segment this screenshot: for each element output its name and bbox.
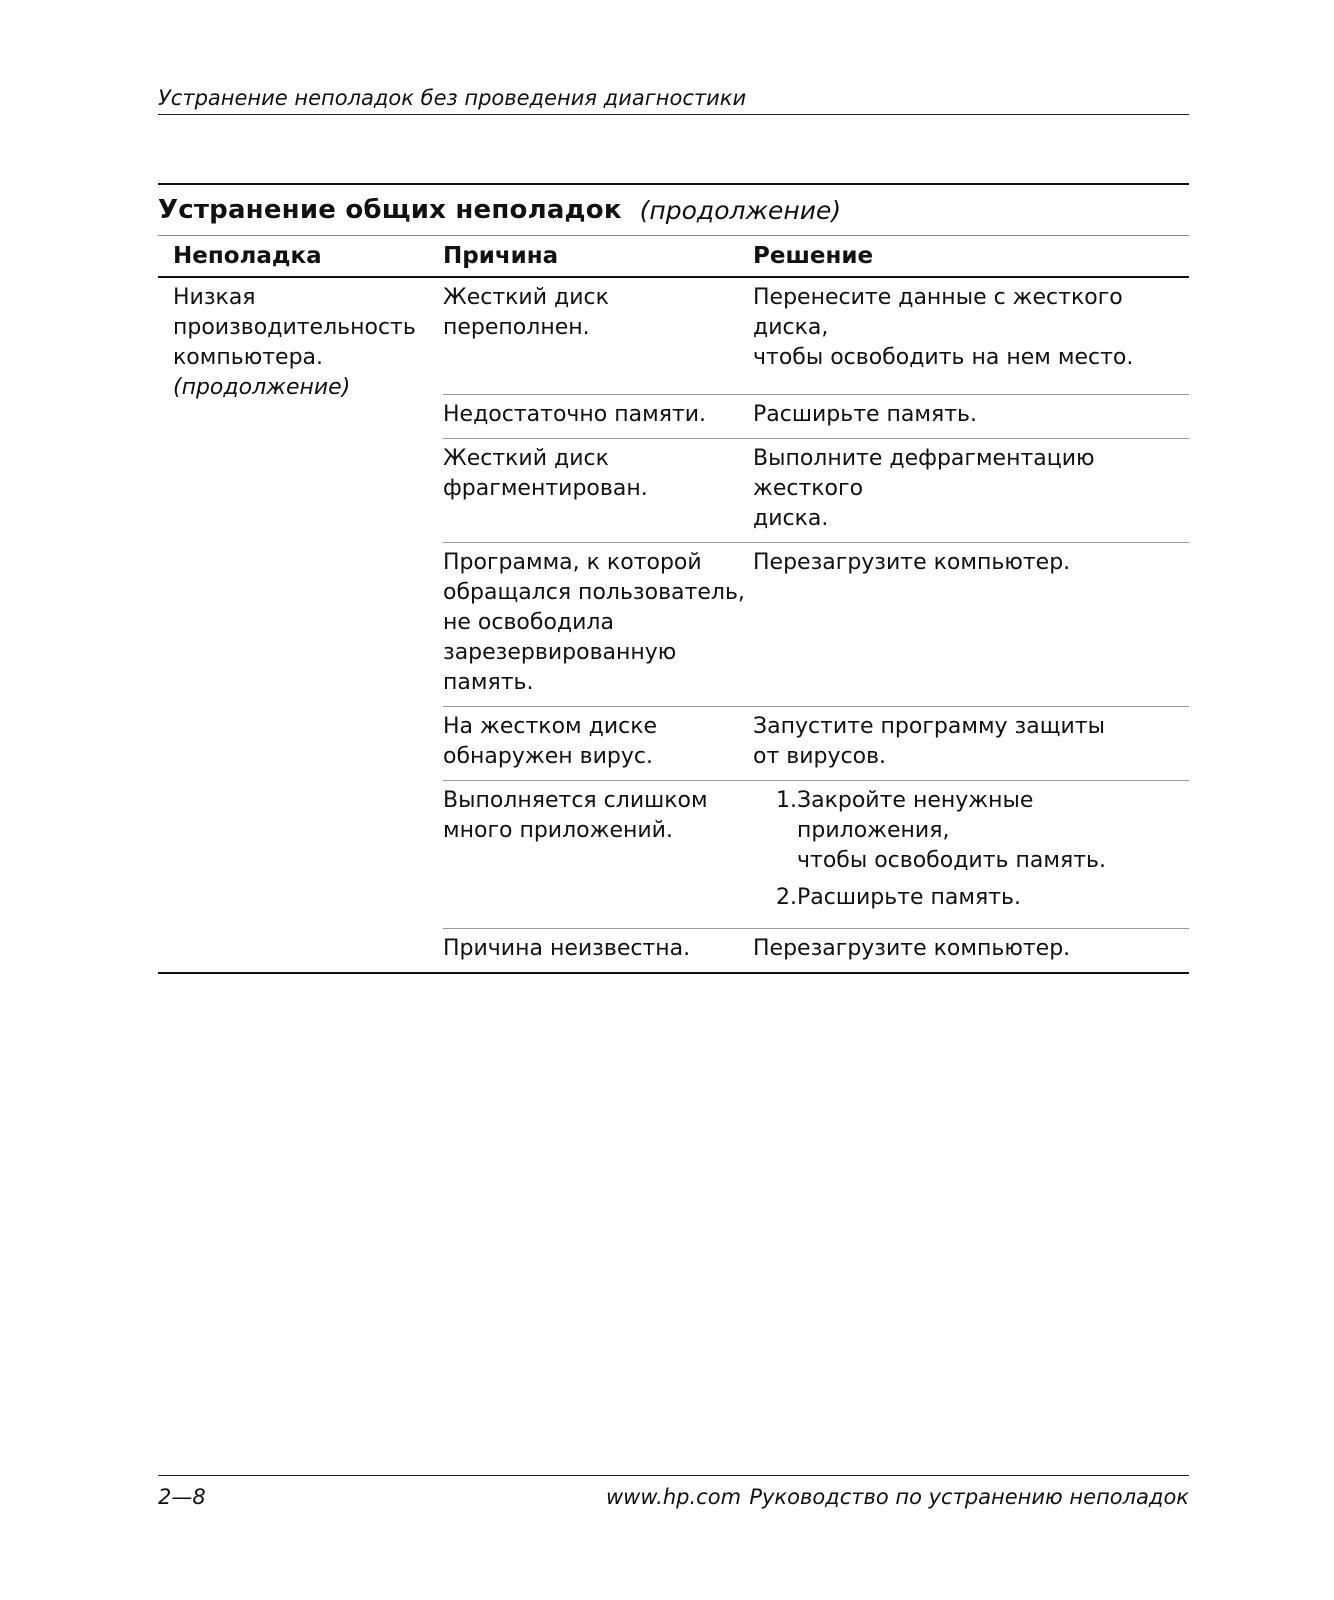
step-line: Закройте ненужные приложения, — [797, 788, 1034, 843]
table-header-row — [158, 236, 1189, 278]
table-row — [158, 277, 1189, 395]
cause-line: Жесткий диск — [443, 446, 609, 471]
cause-line: обращался пользователь, — [443, 580, 745, 605]
solution-cell — [753, 395, 1189, 439]
running-header: Устранение неполадок без проведения диагностики — [158, 86, 747, 110]
cause-line: Недостаточно памяти. — [443, 402, 707, 427]
header-problem: Неполадка — [158, 236, 443, 278]
problem-line: компьютера. — [173, 345, 324, 370]
cause-line: Выполняется слишком — [443, 788, 708, 813]
table-title — [158, 185, 1189, 235]
solution-line: диска. — [753, 506, 829, 531]
step-text — [797, 883, 1021, 913]
header-cause: Причина — [443, 236, 753, 278]
solution-step — [753, 883, 1189, 913]
cause-line: На жестком диске — [443, 714, 658, 739]
problem-table — [158, 235, 1189, 974]
footer-rule — [158, 1475, 1189, 1476]
solution-line: Перезагрузите компьютер. — [753, 936, 1071, 961]
step-line: Расширьте память. — [797, 885, 1022, 910]
footer-book-title: Руководство по устранению неполадок — [749, 1485, 1189, 1509]
header-solution: Решение — [753, 236, 1189, 278]
solution-cell — [753, 929, 1189, 974]
cause-cell — [443, 395, 753, 439]
solution-step — [753, 786, 1189, 876]
solution-line: чтобы освободить на нем место. — [753, 345, 1134, 370]
step-line: чтобы освободить память. — [797, 848, 1106, 873]
cause-line: фрагментирован. — [443, 476, 648, 501]
solution-line: Выполните дефрагментацию жесткого — [753, 446, 1095, 501]
cause-cell — [443, 439, 753, 543]
solution-cell — [753, 781, 1189, 929]
step-text — [797, 786, 1189, 876]
step-number: 2. — [776, 885, 797, 910]
cause-cell — [443, 929, 753, 974]
cause-cell — [443, 277, 753, 395]
problem-line: производительность — [173, 315, 416, 340]
cause-line: Причина неизвестна. — [443, 936, 691, 961]
solution-cell — [753, 277, 1189, 395]
solution-line: от вирусов. — [753, 744, 887, 769]
table-title-text: Устранение общих неполадок — [158, 195, 622, 225]
cause-cell — [443, 781, 753, 929]
problem-cell — [158, 277, 443, 973]
cause-line: Жесткий диск переполнен. — [443, 285, 609, 340]
solution-line: Перезагрузите компьютер. — [753, 550, 1071, 575]
solution-steps — [753, 786, 1189, 913]
solution-cell — [753, 543, 1189, 707]
solution-line: Перенесите данные с жесткого диска, — [753, 285, 1123, 340]
solution-line: Запустите программу защиты — [753, 714, 1105, 739]
problem-line: Низкая — [173, 285, 256, 310]
solution-cell — [753, 707, 1189, 781]
solution-cell — [753, 439, 1189, 543]
step-number: 1. — [776, 788, 797, 813]
page-footer — [158, 1483, 1189, 1513]
solution-line: Расширьте память. — [753, 402, 978, 427]
header-rule — [158, 114, 1189, 115]
problem-continued: (продолжение) — [173, 375, 351, 400]
cause-cell — [443, 707, 753, 781]
page-number: 2—8 — [158, 1485, 206, 1509]
table-title-suffix: (продолжение) — [639, 195, 842, 225]
footer-url: www.hp.com — [606, 1485, 742, 1509]
cause-line: Программа, к которой — [443, 550, 702, 575]
cause-cell — [443, 543, 753, 707]
troubleshooting-table — [158, 183, 1189, 974]
cause-line: обнаружен вирус. — [443, 744, 653, 769]
cause-line: много приложений. — [443, 818, 673, 843]
cause-line: зарезервированную память. — [443, 640, 677, 695]
cause-line: не освободила — [443, 610, 614, 635]
